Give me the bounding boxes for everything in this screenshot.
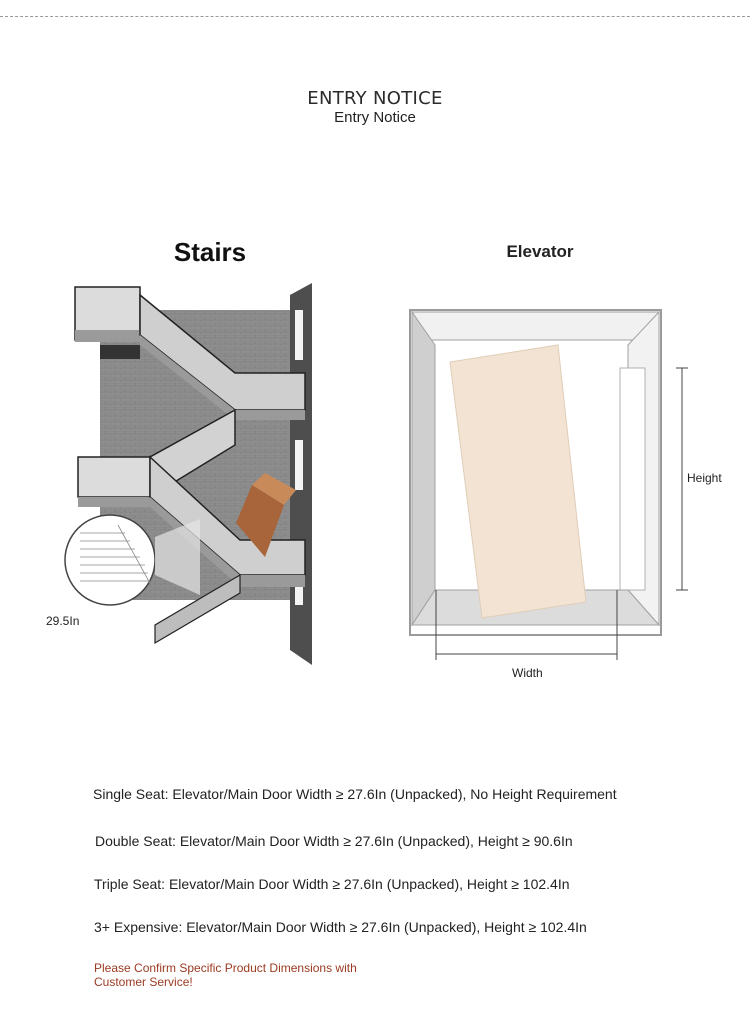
- customer-service-note: Please Confirm Specific Product Dimensions with Customer Service!: [94, 961, 357, 989]
- elevator-illustration: [400, 300, 690, 665]
- stairs-illustration: [40, 275, 320, 670]
- stairs-width-dimension: 29.5In: [46, 614, 80, 628]
- page-subtitle: Entry Notice: [334, 109, 416, 126]
- elevator-heading: Elevator: [506, 242, 574, 261]
- elevator-width-label: Width: [512, 666, 543, 680]
- requirement-double-seat: Double Seat: Elevator/Main Door Width ≥ 27.6In (Unpacked), Height ≥ 90.6In: [95, 833, 573, 849]
- page-title: ENTRY NOTICE: [307, 88, 443, 109]
- elevator-height-label: Height: [687, 471, 722, 485]
- requirement-single-seat: Single Seat: Elevator/Main Door Width ≥ 27.6In (Unpacked), No Height Requirement: [93, 786, 617, 802]
- stair-vent: [100, 345, 140, 359]
- requirement-multi-seat: 3+ Expensive: Elevator/Main Door Width ≥ 27.6In (Unpacked), Height ≥ 102.4In: [94, 919, 587, 935]
- detail-magnifier: [65, 515, 155, 605]
- stairs-heading: Stairs: [173, 237, 247, 267]
- requirement-triple-seat: Triple Seat: Elevator/Main Door Width ≥ 27.6In (Unpacked), Height ≥ 102.4In: [94, 876, 570, 892]
- top-dashed-divider: [0, 16, 750, 17]
